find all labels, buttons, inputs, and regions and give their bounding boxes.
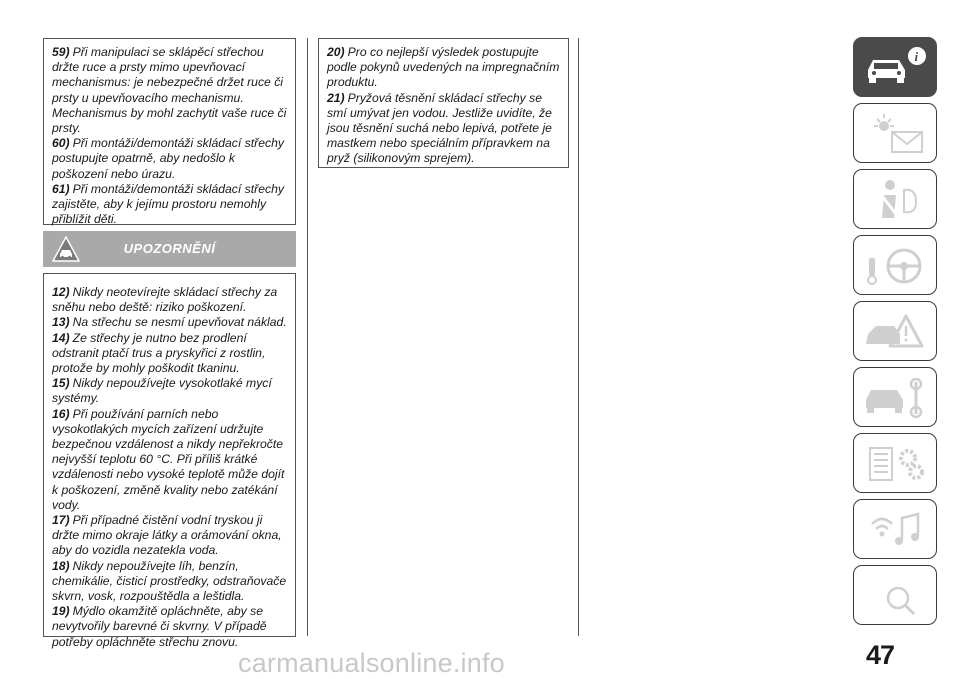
note-text: Ze střechy je nutno bez prodlení odstranit ptačí trus a pryskyřici z rostlin, protože by mohly poškodit tkaninu. — [52, 330, 266, 376]
note-number: 14) — [52, 330, 70, 345]
note-item — [327, 45, 562, 91]
caution-box-top — [43, 38, 296, 225]
note-number: 16) — [52, 406, 70, 421]
note-item — [52, 285, 289, 315]
note-text: Nikdy nepoužívejte vysokotlaké mycí systémy. — [52, 376, 272, 406]
tab-index[interactable] — [853, 565, 937, 625]
tab-multimedia[interactable] — [853, 499, 937, 559]
note-item — [52, 182, 289, 228]
car-service-wrench-icon — [854, 368, 938, 428]
note-text: Pro co nejlepší výsledek postupujte podle pokynů uvedených na impregnačním produktu. — [327, 45, 560, 90]
watermark-text: carmanualsonline.info — [238, 648, 505, 678]
seat-belt-airbag-icon — [854, 170, 938, 230]
column-divider — [578, 38, 579, 636]
note-number: 21) — [327, 90, 345, 105]
note-number: 18) — [52, 558, 70, 573]
note-text: Nikdy neotevírejte skládací střechy za sněhu nebo deště: riziko poškození. — [52, 285, 278, 315]
note-text: Při montáži/demontáži skládací střechy postupujte opatrně, aby nedošlo k poškození nebo úrazu. — [52, 136, 284, 181]
car-info-icon — [854, 38, 938, 98]
warning-box — [43, 273, 296, 649]
note-number: 61) — [52, 181, 70, 196]
note-item — [52, 559, 289, 605]
note-number: 19) — [52, 604, 70, 619]
note-number: 12) — [52, 285, 70, 299]
warning-title: UPOZORNĚNÍ — [123, 241, 216, 256]
warning-header — [43, 231, 296, 267]
specs-gears-icon — [854, 434, 938, 494]
note-number: 60) — [52, 136, 70, 151]
note-item — [52, 136, 289, 182]
tab-warning-lights[interactable] — [853, 103, 937, 163]
note-text: Při používání parních nebo vysokotlakých mycích zařízení udržujte bezpečnou vzdálenost a nikdy nepřekročte nejvyšší teplotu 60 °C. Při příliš krátké vzdálenosti nebo vysoké teplotě může dojít k poškození, změně kvality nebo zatékání vody. — [52, 406, 285, 512]
note-text: Při případné čistění vodní tryskou ji držte mimo okraje látky a orámování okna, aby do vozidla nezatekla voda. — [52, 513, 282, 558]
note-item — [52, 513, 289, 559]
tab-starting-driving[interactable] — [853, 235, 937, 295]
note-text: Na střechu se nesmí upevňovat náklad. — [72, 315, 287, 330]
warning-lights-message-icon — [854, 104, 938, 164]
note-number: 20) — [327, 45, 345, 59]
note-text: Nikdy nepoužívejte líh, benzín, chemikálie, čisticí prostředky, odstraňovače skvrn, vosk, rozpouštědla a leštidla. — [52, 558, 287, 604]
tab-car-info[interactable] — [853, 37, 937, 97]
note-item — [52, 407, 289, 513]
breakdown-triangle-icon — [854, 302, 938, 362]
note-item — [52, 315, 289, 330]
note-number: 15) — [52, 376, 70, 391]
note-item — [52, 45, 289, 136]
note-text: Mýdlo okamžitě opláchněte, aby se nevytvořily barevné či skvrny. V případě potřeby opláchněte střechu znovu. — [52, 604, 267, 649]
note-item — [52, 604, 289, 650]
index-alphabet-icon — [854, 566, 938, 626]
note-text: Pryžová těsnění skládací střechy se smí umývat jen vodou. Jestliže uvidíte, že jsou těsnění suchá nebo lepivá, potřete je mastkem nebo speciálním přípravkem na pryž (silikonovým sprejem). — [327, 90, 552, 166]
note-number: 59) — [52, 45, 70, 59]
key-steering-wheel-icon — [854, 236, 938, 296]
page-number: 47 — [866, 640, 895, 670]
note-item — [52, 376, 289, 406]
note-text: Při montáži/demontáži skládací střechy zajistěte, aby k jejímu prostoru nemohly přiblížit děti. — [52, 181, 284, 227]
note-number: 13) — [52, 315, 70, 330]
note-item — [327, 91, 562, 167]
tab-safety[interactable] — [853, 169, 937, 229]
column-divider — [307, 38, 308, 636]
tab-maintenance[interactable] — [853, 367, 937, 427]
note-item — [52, 331, 289, 377]
caution-box-middle — [318, 38, 569, 168]
note-text: Při manipulaci se sklápěcí střechou držte ruce a prsty mimo upevňovací mechanismus: je nebezpečné držet ruce či prsty u upevňovacího mechanismu. Mechanismus by mohl zachytit vaše ruce či prsty. — [52, 45, 287, 136]
tab-emergency[interactable] — [853, 301, 937, 361]
note-number: 17) — [52, 513, 70, 528]
multimedia-icon — [854, 500, 938, 560]
tab-specifications[interactable] — [853, 433, 937, 493]
svg-text:i: i — [914, 49, 919, 64]
